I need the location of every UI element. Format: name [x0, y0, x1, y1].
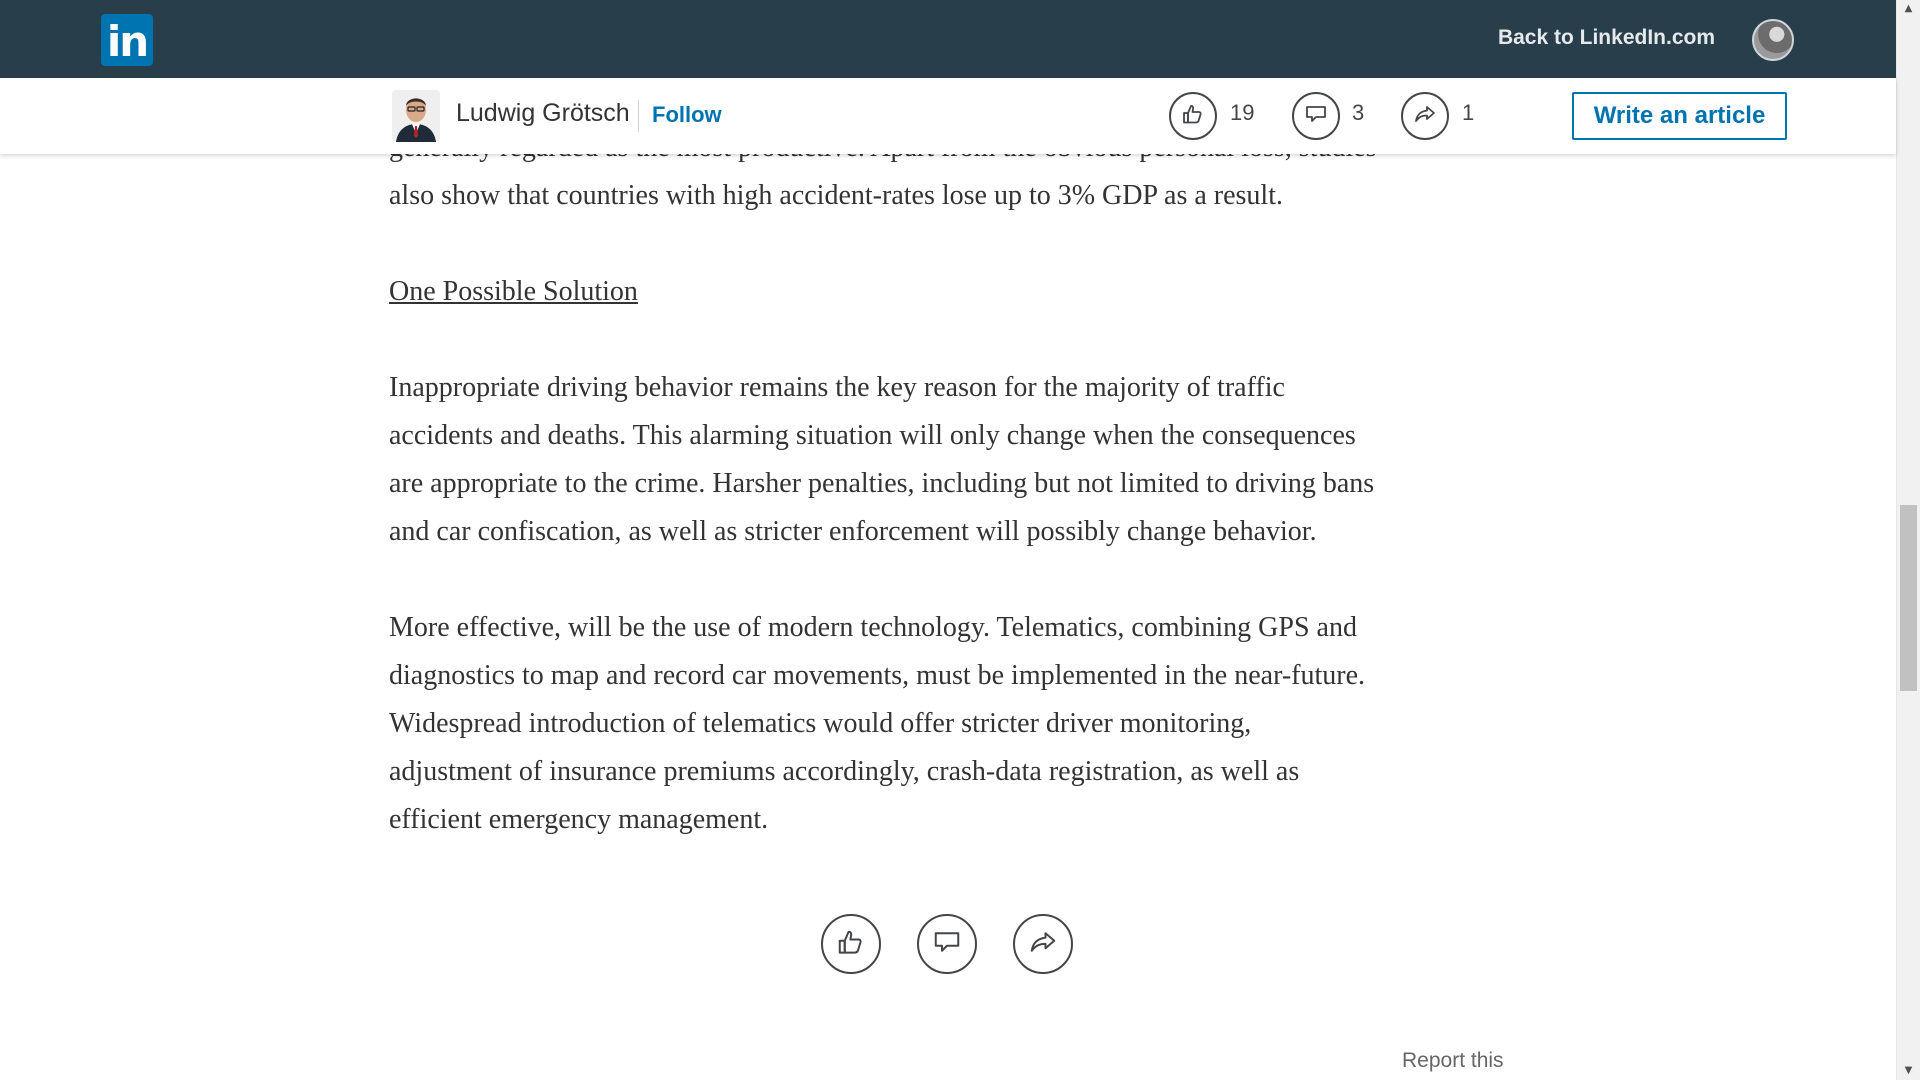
comment-count[interactable]: 3: [1352, 100, 1365, 125]
follow-button[interactable]: Follow: [652, 102, 722, 127]
paragraph-line: Inappropriate driving behavior remains the key reason for the majority of traffic: [389, 372, 1285, 403]
scroll-down-arrow-icon[interactable]: ▼: [1904, 1065, 1913, 1076]
thumbs-up-icon: [836, 927, 866, 962]
paragraph-line: Widespread introduction of telematics would offer stricter driver monitoring,: [389, 708, 1252, 739]
share-arrow-icon: [1413, 102, 1437, 131]
article-header-bar: [0, 78, 1896, 154]
scrollbar-thumb[interactable]: [1900, 505, 1917, 691]
comment-button[interactable]: [1292, 92, 1340, 140]
paragraph-line: diagnostics to map and record car movements, must be implemented in the near-future.: [389, 660, 1366, 691]
paragraph-line: accidents and deaths. This alarming situation will only change when the consequences: [389, 420, 1356, 451]
share-arrow-icon: [1028, 927, 1058, 962]
write-article-button[interactable]: Write an article: [1572, 92, 1787, 140]
paragraph-line: also show that countries with high accident-rates lose up to 3% GDP as a result.: [389, 180, 1283, 211]
scroll-up-arrow-icon[interactable]: ▲: [1904, 3, 1913, 14]
comment-button-bottom[interactable]: [917, 914, 977, 974]
thumbs-up-icon: [1181, 102, 1205, 131]
paragraph-line: are appropriate to the crime. Harsher penalties, including but not limited to driving bans: [389, 468, 1375, 499]
like-button[interactable]: [1169, 92, 1217, 140]
like-count[interactable]: 19: [1230, 100, 1255, 125]
like-button-bottom[interactable]: [821, 914, 881, 974]
linkedin-logo[interactable]: in: [101, 14, 153, 66]
global-nav: [0, 0, 1896, 78]
paragraph-line: efficient emergency management.: [389, 804, 769, 835]
user-avatar[interactable]: [1752, 19, 1794, 61]
back-to-linkedin-link[interactable]: Back to LinkedIn.com: [1497, 26, 1715, 49]
paragraph-line: adjustment of insurance premiums accordingly, crash-data registration, as well as: [389, 756, 1300, 787]
comment-icon: [932, 927, 962, 962]
author-name[interactable]: Ludwig Grötsch: [456, 99, 630, 127]
report-link[interactable]: Report this: [1402, 1049, 1504, 1072]
paragraph-line: More effective, will be the use of modern technology. Telematics, combining GPS and: [389, 612, 1357, 643]
vertical-scrollbar[interactable]: [1896, 0, 1920, 1080]
section-heading: One Possible Solution: [389, 276, 638, 307]
divider: [638, 100, 639, 132]
share-button[interactable]: [1401, 92, 1449, 140]
author-avatar[interactable]: [392, 90, 440, 142]
paragraph-line: and car confiscation, as well as stricter enforcement will possibly change behavior.: [389, 516, 1317, 547]
article-body: [389, 124, 1509, 844]
comment-icon: [1304, 102, 1328, 131]
share-count[interactable]: 1: [1462, 100, 1475, 125]
share-button-bottom[interactable]: [1013, 914, 1073, 974]
